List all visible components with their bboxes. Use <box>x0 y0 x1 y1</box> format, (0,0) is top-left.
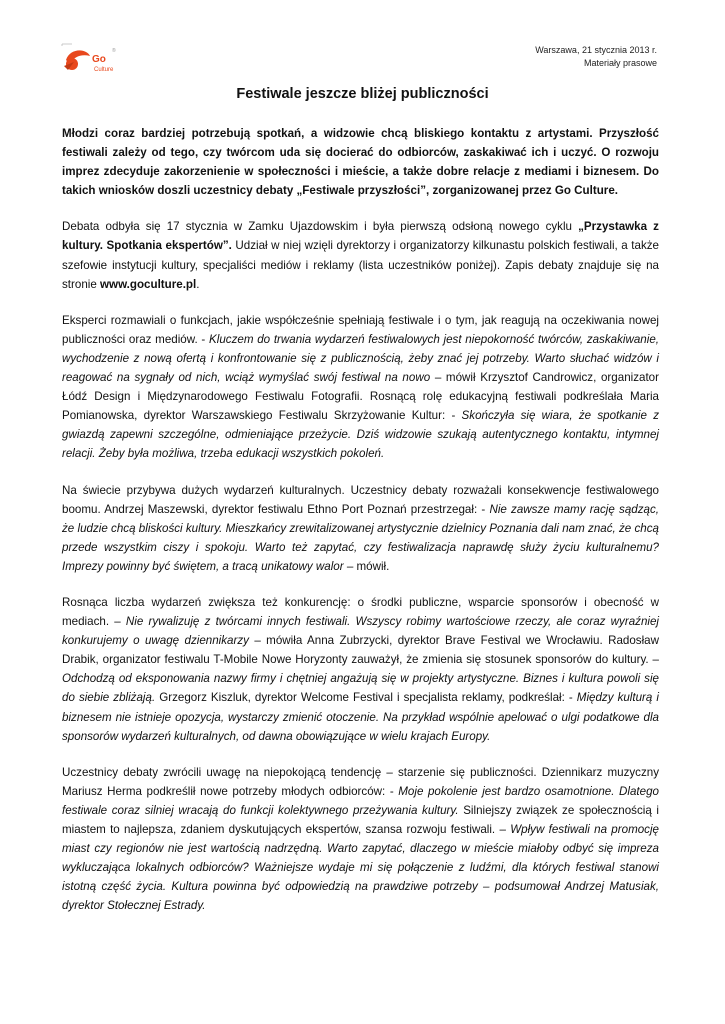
paragraph-5 <box>62 763 659 916</box>
website-link[interactable]: www.goculture.pl <box>100 277 197 291</box>
lead-paragraph: Młodzi coraz bardziej potrzebują spotkań, a widzowie chcą bliskiego kontaktu z artystami. Przyszłość festiwali zależy od tego, czy twórcom uda się docierać do odbiorców, zaskakiwać ich i uczyć. O rozwoju imprez zdecyduje zakorzenienie w społeczności i mieście, a także dobre relacje z mediami i biznesem. Do takich wniosków doszli uczestnicy debaty „Festiwale przyszłości”, zorganizowanej przez Go Culture. <box>62 127 659 198</box>
quote: Między kulturą i biznesem nie istnieje opozycja, wystarczy zmienić otoczenie. Na przykład wspólnie apelować o ulgi podatkowe dla sponsorów wydarzeń kulturalnych, od dawna obowiązujące w wielu krajach Europy. <box>62 691 659 743</box>
document-meta <box>535 44 657 70</box>
paragraph-1 <box>62 217 659 293</box>
paragraph-3 <box>62 481 659 576</box>
text-segment: Debata odbyła się 17 stycznia w Zamku Ujazdowskim i była pierwszą odsłoną nowego cyklu <box>62 220 579 234</box>
quote: Nie rywalizuję z twórcami innych festiwali. Wszyscy robimy wartościowe rzeczy, ale coraz wyraźniej konkurujemy o uwagę dziennikarzy <box>62 615 659 648</box>
quote: Moje pokolenie jest bardzo osamotnione. Dlatego festiwale coraz silniej wracają do funkcji kolektywnego przeżywania kultury. <box>62 784 659 817</box>
page-title: Festiwale jeszcze bliżej publiczności <box>236 86 489 102</box>
text-segment: – mówił. <box>343 559 390 573</box>
text-segment: Rosnąca liczba wydarzeń zwiększa też konkurencję: o środki publiczne, wsparcie sponsorów i obecność w mediach. – <box>62 595 659 629</box>
text-segment: Na świecie przybywa dużych wydarzeń kulturalnych. Uczestnicy debaty rozważali konsekwencje festiwalowego boomu. Andrzej Maszewski, dyrektor festiwalu Ethno Port Poznań przestrzegał: - <box>62 483 659 516</box>
logo-registered-mark: ® <box>112 48 116 54</box>
text-segment: Grzegorz Kiszluk, dyrektor Welcome Festival i specjalista reklamy, podkreślał: - <box>155 691 577 705</box>
document-type: Materiały prasowe <box>583 58 657 68</box>
text-segment: Silniejszy związek ze społecznością i miastem to najlepsza, zdaniem dyskutujących ekspertów, szansa rozwoju festiwali. – <box>62 803 659 836</box>
text-segment: – mówiła Anna Zubrzycki, dyrektor Brave Festival we Wrocławiu. Radosław Drabik, organizator festiwalu T-Mobile Nowe Horyzonty zauważył, że zmienia się stosunek sponsorów do kultury. – <box>62 634 659 667</box>
text-segment: Uczestnicy debaty zwrócili uwagę na niepokojącą tendencję – starzenie się publiczności. Dziennikarz muzyczny Mariusz Herma podkreślił nowe potrzeby młodych odbiorców: - <box>62 765 659 798</box>
quote: Kluczem do trwania wydarzeń festiwalowych jest niepokorność twórców, zaskakiwanie, wychodzenie z nową ofertą i konfrontowanie się z publicznością, żeby znać jej potrzeby. Warto słuchać widzów i reagować na sygnały od nich, wciąż wymyślać swój festiwal na nowo <box>62 332 659 385</box>
logo-text-go: Go <box>92 54 106 65</box>
paragraph-2 <box>62 311 659 464</box>
text-segment: Eksperci rozmawiali o funkcjach, jakie współcześnie spełniają festiwale i o tym, jak reagują na oczekiwania nowej publiczności oraz mediów. - <box>62 313 659 346</box>
text-segment: Udział w niej wzięli dyrektorzy i organizatorzy kilkunastu polskich festiwali, a także szefowie instytucji kultury, specjaliści mediów i reklamy (lista uczestników poniżej). Zapis debaty znajduje się na stronie <box>62 239 659 291</box>
logo-text-culture: Culture <box>94 67 114 73</box>
quote: Skończyła się wiara, że spotkanie z gwiazdą zapewni szczególne, odmieniające przeżycie. Dziś widzowie szukają autentycznego kontaktu, intymnej relacji. Żeby była możliwa, trzeba edukacji wszystkich pokoleń. <box>62 409 659 461</box>
go-culture-logo-mark <box>60 42 122 78</box>
quote: Odchodzą od eksponowania nazwy firmy i chętniej angażują się w projekty artystyczne. Biznes i kultura powoli się do siebie zbliżają. <box>62 672 659 705</box>
series-name: „Przystawka z kultury. Spotkania ekspertów”. <box>62 220 659 253</box>
quote: Wpływ festiwali na promocję miast czy regionów nie jest wartością nadrzędną. Warto zapytać, dlaczego w mieście miałoby odbyć się impreza wykluczająca lokalnych odbiorców? Ważniejsze wydaje mi się połączenie z ludźmi, dla których festiwal stanowi istotną część życia. Kultura powinna być odpowiedzią na prawdziwe potrzeby – podsumował Andrzej Matusiak, dyrektor Stołecznej Estrady. <box>62 823 659 913</box>
paragraph-4 <box>62 593 659 746</box>
text-segment: . <box>196 277 200 291</box>
date-line: Warszawa, 21 stycznia 2013 r. <box>535 45 657 55</box>
go-culture-logo <box>60 42 122 78</box>
quote: Nie zawsze mamy rację sądząc, że ludzie chcą bliskości kultury. Mieszkańcy zrewitalizowanej artystycznie dzielnicy Poznania dali nam znać, że chcą przede wszystkim ciszy i spokoju. Warto też zapytać, czy festiwalizacja naprawdę służy życiu kulturalnemu? Imprezy powinny być świętem, a tracą unikatowy walor <box>62 502 659 573</box>
text-segment: – mówił Krzysztof Candrowicz, organizator Łódź Design i Międzynarodowego Festiwalu Fotografii. Rosnącą rolę edukacyjną festiwali podkreślała Maria Pomianowska, dyrektor Warszawskiego Festiwalu Skrzyżowanie Kultur: - <box>62 371 659 423</box>
article-body <box>62 124 659 932</box>
